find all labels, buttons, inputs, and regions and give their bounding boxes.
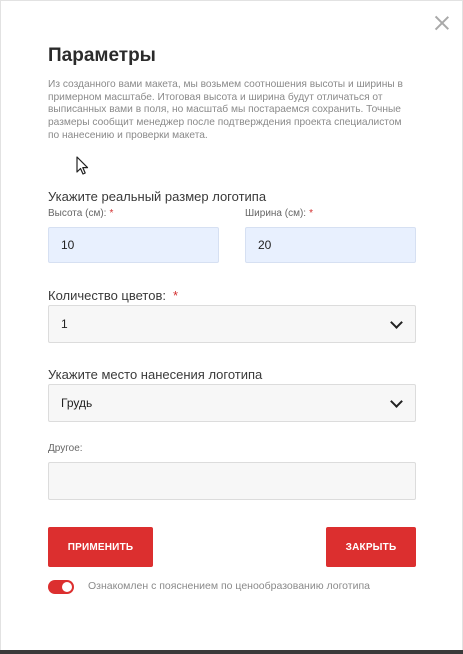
apply-button[interactable]: ПРИМЕНИТЬ [48, 527, 153, 567]
mouse-cursor-icon [76, 156, 90, 176]
colors-select-value: 1 [61, 317, 68, 331]
close-button[interactable]: ЗАКРЫТЬ [326, 527, 416, 567]
chevron-down-icon [390, 316, 403, 329]
required-mark: * [172, 288, 179, 303]
height-input[interactable]: 10 [48, 227, 219, 263]
size-section-label: Укажите реальный размер логотипа [48, 189, 267, 204]
width-label: Ширина (см): * [245, 208, 313, 219]
required-mark: * [309, 208, 313, 219]
other-label: Другое: [48, 443, 83, 454]
placement-select-value: Грудь [61, 396, 93, 410]
placement-select[interactable] [48, 384, 416, 422]
required-mark: * [109, 208, 114, 219]
other-input[interactable] [48, 462, 416, 500]
close-icon[interactable] [434, 15, 450, 31]
toggle-knob [62, 582, 72, 592]
colors-select[interactable] [48, 305, 416, 343]
colors-label: Количество цветов: * [48, 288, 179, 303]
agreement-toggle[interactable] [48, 580, 74, 594]
width-input[interactable]: 20 [245, 227, 416, 263]
chevron-down-icon [390, 395, 403, 408]
dialog-title: Параметры [48, 45, 156, 66]
dialog-description: Из созданного вами макета, мы возьмем соотношения высоты и ширины в примерном масштабе. Итоговая высота и ширина будут отличаться от выписанных вами в поля, но масштаб мы постараемся сохранить. Точные размеры сообщит менеджер после подтверждения проекта специалистом по нанесению и проверки макета. [48, 79, 403, 141]
height-label: Высота (см): * [48, 208, 114, 219]
bottom-bar [0, 650, 463, 654]
placement-label: Укажите место нанесения логотипа [48, 367, 263, 382]
agreement-label: Ознакомлен с пояснением по ценообразованию логотипа [88, 580, 370, 592]
